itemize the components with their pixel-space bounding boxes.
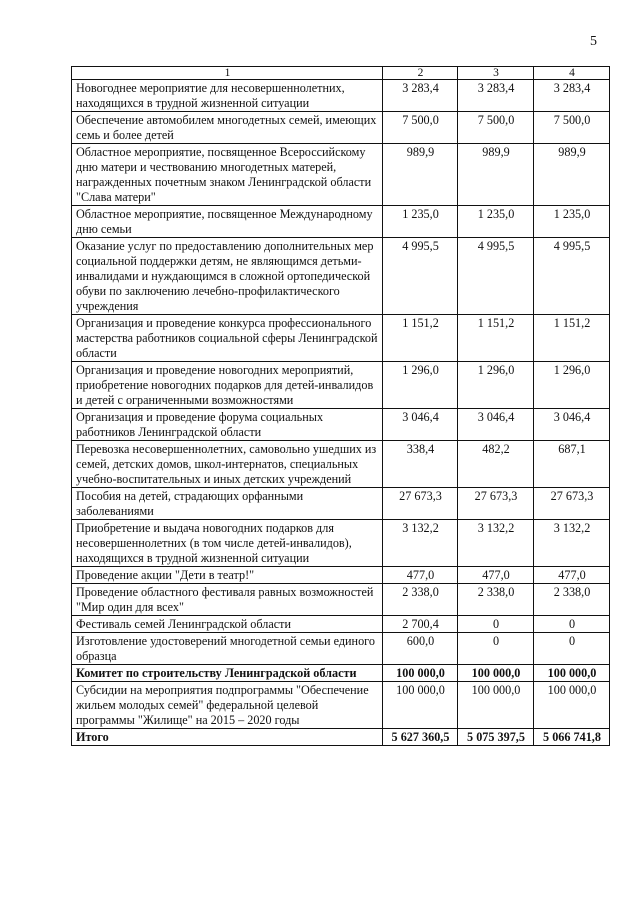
value-cell-col4: 687,1 (534, 441, 610, 488)
value-cell-col3: 0 (458, 616, 534, 633)
column-header: 4 (534, 67, 610, 80)
value-cell-col4: 0 (534, 633, 610, 665)
row-name-cell: Перевозка несовершеннолетних, самовольно ушедших из семей, детских домов, школ-интернатов, специальных учебно-воспитательных и иных детских учреждений (72, 441, 383, 488)
row-name-cell: Пособия на детей, страдающих орфанными заболеваниями (72, 488, 383, 520)
value-cell-col2: 989,9 (383, 144, 458, 206)
table-row (72, 144, 610, 206)
value-cell-col3: 100 000,0 (458, 665, 534, 682)
row-name-cell: Приобретение и выдача новогодних подарков для несовершеннолетних (в том числе детей-инвалидов), находящихся в трудной жизненной ситуации (72, 520, 383, 567)
row-name-cell: Проведение акции "Дети в театр!" (72, 567, 383, 584)
row-name-cell: Проведение областного фестиваля равных возможностей "Мир один для всех" (72, 584, 383, 616)
row-name-cell: Организация и проведение конкурса профессионального мастерства работников социальной сферы Ленинградской области (72, 315, 383, 362)
row-name-cell: Новогоднее мероприятие для несовершеннолетних, находящихся в трудной жизненной ситуации (72, 80, 383, 112)
value-cell-col3: 7 500,0 (458, 112, 534, 144)
row-name-cell: Итого (72, 729, 383, 746)
value-cell-col4: 100 000,0 (534, 665, 610, 682)
table-row (72, 665, 610, 682)
value-cell-col3: 1 235,0 (458, 206, 534, 238)
value-cell-col3: 989,9 (458, 144, 534, 206)
table-row (72, 633, 610, 665)
value-cell-col4: 7 500,0 (534, 112, 610, 144)
value-cell-col2: 2 338,0 (383, 584, 458, 616)
table-row (72, 584, 610, 616)
table-row (72, 238, 610, 315)
column-header: 3 (458, 67, 534, 80)
value-cell-col3: 3 046,4 (458, 409, 534, 441)
value-cell-col2: 7 500,0 (383, 112, 458, 144)
value-cell-col3: 27 673,3 (458, 488, 534, 520)
value-cell-col4: 3 132,2 (534, 520, 610, 567)
value-cell-col2: 27 673,3 (383, 488, 458, 520)
table-row (72, 520, 610, 567)
value-cell-col3: 482,2 (458, 441, 534, 488)
value-cell-col2: 600,0 (383, 633, 458, 665)
value-cell-col2: 100 000,0 (383, 682, 458, 729)
table-row (72, 206, 610, 238)
value-cell-col4: 100 000,0 (534, 682, 610, 729)
row-name-cell: Обеспечение автомобилем многодетных семей, имеющих семь и более детей (72, 112, 383, 144)
value-cell-col3: 3 132,2 (458, 520, 534, 567)
value-cell-col2: 3 046,4 (383, 409, 458, 441)
table-row (72, 80, 610, 112)
value-cell-col2: 477,0 (383, 567, 458, 584)
table-row (72, 682, 610, 729)
value-cell-col2: 338,4 (383, 441, 458, 488)
table-row (72, 315, 610, 362)
value-cell-col2: 4 995,5 (383, 238, 458, 315)
value-cell-col3: 0 (458, 633, 534, 665)
value-cell-col2: 1 296,0 (383, 362, 458, 409)
value-cell-col3: 4 995,5 (458, 238, 534, 315)
row-name-cell: Организация и проведение новогодних мероприятий, приобретение новогодних подарков для детей-инвалидов и детей с ограниченными возможностями (72, 362, 383, 409)
value-cell-col4: 1 151,2 (534, 315, 610, 362)
table-row (72, 616, 610, 633)
value-cell-col2: 1 151,2 (383, 315, 458, 362)
value-cell-col2: 3 132,2 (383, 520, 458, 567)
value-cell-col2: 5 627 360,5 (383, 729, 458, 746)
value-cell-col4: 2 338,0 (534, 584, 610, 616)
table-row (72, 729, 610, 746)
value-cell-col3: 5 075 397,5 (458, 729, 534, 746)
value-cell-col2: 1 235,0 (383, 206, 458, 238)
row-name-cell: Комитет по строительству Ленинградской области (72, 665, 383, 682)
value-cell-col3: 1 151,2 (458, 315, 534, 362)
budget-table (71, 66, 610, 746)
value-cell-col2: 100 000,0 (383, 665, 458, 682)
row-name-cell: Субсидии на мероприятия подпрограммы "Обеспечение жильем молодых семей" федеральной целевой программы "Жилище" на 2015 – 2020 годы (72, 682, 383, 729)
value-cell-col2: 2 700,4 (383, 616, 458, 633)
value-cell-col3: 100 000,0 (458, 682, 534, 729)
table-header-row (72, 67, 610, 80)
value-cell-col4: 4 995,5 (534, 238, 610, 315)
value-cell-col4: 477,0 (534, 567, 610, 584)
row-name-cell: Областное мероприятие, посвященное Всероссийскому дню матери и чествованию многодетных матерей, награжденных почетным знаком Ленинградской области "Слава матери" (72, 144, 383, 206)
column-header: 2 (383, 67, 458, 80)
table-row (72, 567, 610, 584)
value-cell-col4: 3 283,4 (534, 80, 610, 112)
row-name-cell: Фестиваль семей Ленинградской области (72, 616, 383, 633)
value-cell-col4: 989,9 (534, 144, 610, 206)
row-name-cell: Областное мероприятие, посвященное Международному дню семьи (72, 206, 383, 238)
value-cell-col4: 0 (534, 616, 610, 633)
value-cell-col3: 2 338,0 (458, 584, 534, 616)
row-name-cell: Изготовление удостоверений многодетной семьи единого образца (72, 633, 383, 665)
table-row (72, 112, 610, 144)
page-number: 5 (590, 34, 597, 49)
value-cell-col4: 1 296,0 (534, 362, 610, 409)
value-cell-col3: 477,0 (458, 567, 534, 584)
value-cell-col3: 3 283,4 (458, 80, 534, 112)
table-row (72, 362, 610, 409)
table-row (72, 441, 610, 488)
row-name-cell: Организация и проведение форума социальных работников Ленинградской области (72, 409, 383, 441)
value-cell-col3: 1 296,0 (458, 362, 534, 409)
value-cell-col4: 5 066 741,8 (534, 729, 610, 746)
value-cell-col2: 3 283,4 (383, 80, 458, 112)
value-cell-col4: 1 235,0 (534, 206, 610, 238)
row-name-cell: Оказание услуг по предоставлению дополнительных мер социальной поддержки детям, не являющимся детьми-инвалидами и нуждающимся в сложной ортопедической обуви по заключению лечебно-профилактического учреждения (72, 238, 383, 315)
value-cell-col4: 27 673,3 (534, 488, 610, 520)
table-row (72, 488, 610, 520)
table-row (72, 409, 610, 441)
value-cell-col4: 3 046,4 (534, 409, 610, 441)
column-header: 1 (72, 67, 383, 80)
